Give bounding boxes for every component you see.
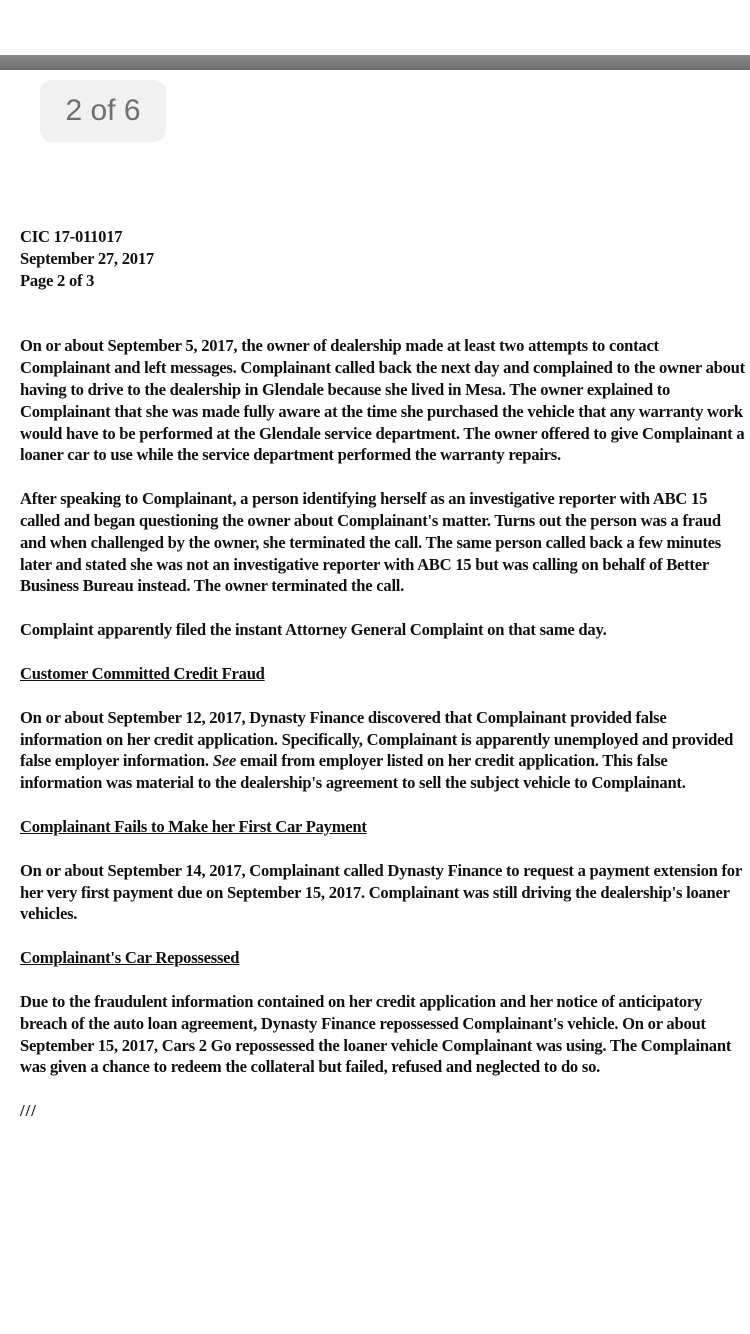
page-number: Page 2 of 3 xyxy=(20,270,95,290)
heading-car-repossessed: Complainant's Car Repossessed xyxy=(20,948,240,968)
viewer-top-bar xyxy=(0,55,750,70)
paragraph-4-part-a: On or about September 12, 2017, Dynasty Finance discovered that Complainant provided false information on her credit application. Specifically, Complainant is apparently unemployed and provided false employer information. xyxy=(20,707,734,771)
case-number: CIC 17-011017 xyxy=(20,227,123,246)
paragraph-4-part-b: email from employer listed on her credit application. This false information was material to the dealership's agreement to sell the subject vehicle to Complainant. xyxy=(20,751,686,793)
continuation-mark: /// xyxy=(20,1101,37,1121)
paragraph-5: On or about September 14, 2017, Complainant called Dynasty Finance to request a payment extension for her very first payment due on September 15, 2017. Complainant was still driving the dealership's loaner vehicles. xyxy=(20,860,742,924)
document-header xyxy=(20,226,748,291)
see-citation: See xyxy=(212,751,236,771)
document-date: September 27, 2017 xyxy=(20,248,154,268)
heading-first-payment: Complainant Fails to Make her First Car Payment xyxy=(20,816,367,836)
paragraph-2: After speaking to Complainant, a person identifying herself as an investigative reporter with ABC 15 called and began questioning the owner about Complainant's matter. Turns out the person was a fraud and when challenged by the owner, she terminated the call. The same person called back a few minutes later and stated she was not an investigative reporter with ABC 15 but was calling on behalf of Better Business Bureau instead. The owner terminated the call. xyxy=(20,489,721,596)
heading-credit-fraud: Customer Committed Credit Fraud xyxy=(20,663,265,683)
paragraph-4 xyxy=(20,707,748,794)
page-indicator: 2 of 6 xyxy=(40,80,166,142)
paragraph-6: Due to the fraudulent information contained on her credit application and her notice of anticipatory breach of the auto loan agreement, Dynasty Finance repossessed Complainant's vehicle. On or about September 15, 2017, Cars 2 Go repossessed the loaner vehicle Complainant was using. The Complainant was given a chance to redeem the collateral but failed, refused and neglected to do so. xyxy=(20,991,732,1077)
paragraph-1: On or about September 5, 2017, the owner of dealership made at least two attempts to contact Complainant and left messages. Complainant called back the next day and complained to the owner about having to drive to the dealership in Glendale because she lived in Mesa. The owner explained to Complainant that she was made fully aware at the time she purchased the vehicle that any warranty work would have to be performed at the Glendale service department. The owner offered to give Complainant a loaner car to use while the service department performed the warranty repairs. xyxy=(20,336,745,465)
document-page xyxy=(20,226,748,1122)
paragraph-3: Complaint apparently filed the instant Attorney General Complaint on that same day. xyxy=(20,620,607,640)
